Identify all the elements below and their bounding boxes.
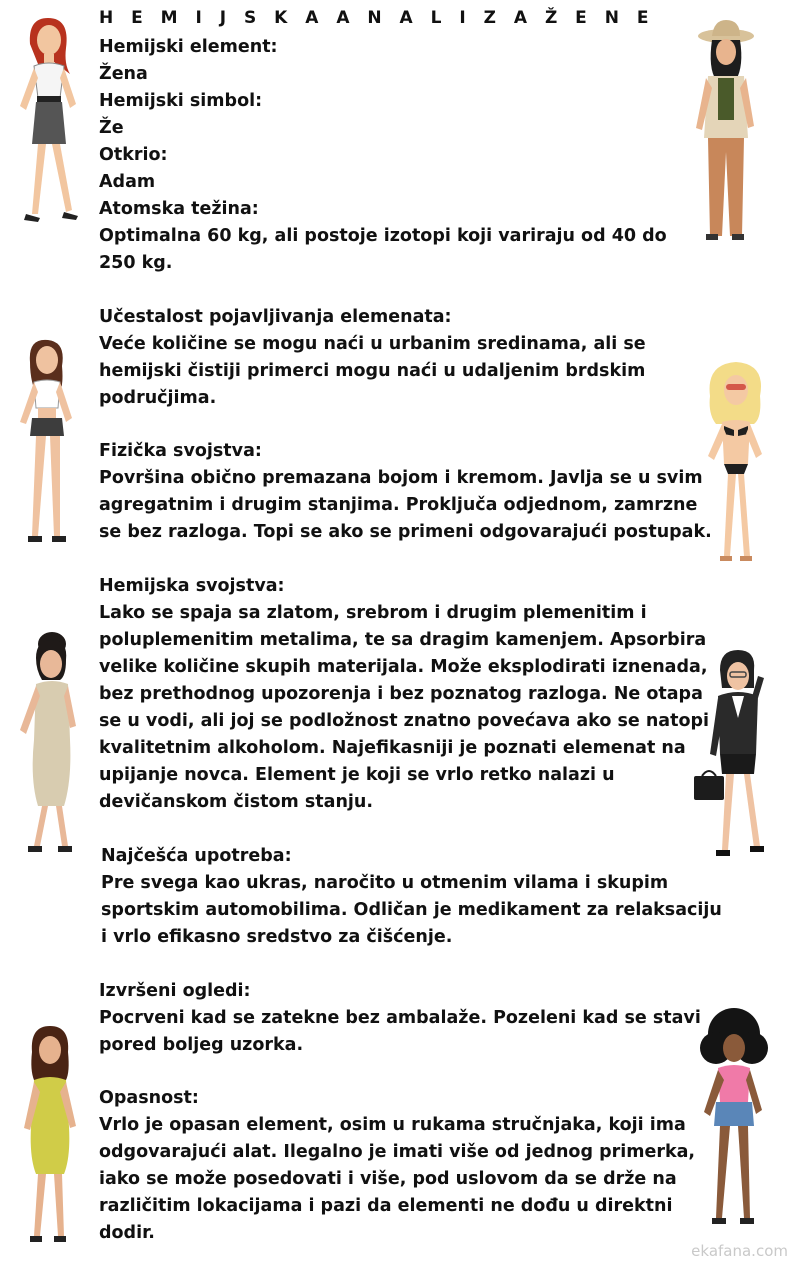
section-text-line: se bez razloga. Topi se ako se primeni odgovarajući postupak.: [99, 522, 712, 542]
page-title: H E M I J S K A A N A L I Z A Ž E N E: [99, 8, 655, 28]
section-heading: Izvršeni ogledi:: [99, 981, 251, 1001]
section-text-line: dodir.: [99, 1223, 155, 1243]
section-text-line: Pocrveni kad se zatekne bez ambalaže. Pozeleni kad se stavi: [99, 1008, 701, 1028]
illustration-woman-blonde-bikini-icon: [700, 360, 770, 564]
section-text-line: sportskim automobilima. Odličan je medikament za relaksaciju: [101, 900, 722, 920]
section-text-line: odgovarajući alat. Ilegalno je imati više od jednog primerka,: [99, 1142, 696, 1162]
section-text-line: Vrlo je opasan element, osim u rukama stručnjaka, koji ima: [99, 1115, 686, 1135]
section-text-line: 250 kg.: [99, 253, 173, 273]
section-heading: Opasnost:: [99, 1088, 199, 1108]
section-danger: [99, 1085, 696, 1247]
illustration-woman-business-suit-icon: [692, 648, 784, 862]
section-text-line: hemijski čistiji primerci mogu naći u udaljenim brdskim: [99, 361, 646, 381]
illustration-woman-afro-icon: [694, 1008, 774, 1234]
section-text-line: Hemijski simbol:: [99, 91, 263, 111]
section-text-line: Otkrio:: [99, 145, 168, 165]
section-text-line: bez prethodnog upozorenja i bez poznatog razloga. Ne otapa: [99, 684, 703, 704]
section-text-line: Že: [99, 118, 124, 138]
illustration-woman-beige-dress-icon: [8, 630, 86, 856]
section-text-line: devičanskom čistom stanju.: [99, 792, 374, 812]
section-text-line: Atomska težina:: [99, 199, 259, 219]
section-text-line: velike količine skupih materijala. Može eksplodirati iznenada,: [99, 657, 708, 677]
section-heading: Učestalost pojavljivanja elemenata:: [99, 307, 452, 327]
section-heading: Hemijski element:: [99, 37, 278, 57]
section-heading: Najčešća upotreba:: [101, 846, 292, 866]
section-occurrence: [99, 304, 679, 412]
section-physical-properties: [99, 438, 712, 546]
illustration-woman-yellow-dress-icon: [20, 1024, 80, 1246]
section-text-line: poluplemenitim metalima, te sa dragim kamenjem. Apsorbira: [99, 630, 707, 650]
section-text-line: Žena: [99, 64, 148, 84]
section-heading: Fizička svojstva:: [99, 441, 262, 461]
section-text-line: upijanje novca. Element je koji se vrlo retko nalazi u: [99, 765, 615, 785]
section-text-line: agregatnim i drugim stanjima. Proključa odjednom, zamrzne: [99, 495, 698, 515]
section-common-use: [101, 843, 722, 951]
section-text-line: iako se može posedovati i više, pod uslovom da se drže na: [99, 1169, 677, 1189]
section-heading: Hemijska svojstva:: [99, 576, 285, 596]
illustration-woman-denim-shorts-icon: [14, 336, 80, 550]
section-text-line: Površina obično premazana bojom i kremom. Javlja se u svim: [99, 468, 703, 488]
section-text-line: područjima.: [99, 388, 217, 408]
section-text-line: Optimalna 60 kg, ali postoje izotopi koji variraju od 40 do: [99, 226, 667, 246]
section-text-line: i vrlo efikasno sredstvo za čišćenje.: [101, 927, 453, 947]
illustration-woman-safari-hat-icon: [684, 18, 766, 244]
section-text-line: Lako se spaja sa zlatom, srebrom i drugim plemenitim i: [99, 603, 647, 623]
section-text-line: se u vodi, ali joj se podložnost znatno povećava ako se natopi: [99, 711, 710, 731]
watermark: ekafana.com: [691, 1242, 788, 1260]
section-text-line: različitim lokacijama i pazi da elementi ne dođu u direktni: [99, 1196, 673, 1216]
section-text-line: kvalitetnim alkoholom. Najefikasniji je poznati elemenat na: [99, 738, 686, 758]
section-text-line: pored boljeg uzorka.: [99, 1035, 304, 1055]
section-chemical-properties: [99, 573, 710, 816]
section-text-line: Veće količine se mogu naći u urbanim sredinama, ali se: [99, 334, 646, 354]
section-text-line: Adam: [99, 172, 156, 192]
illustration-woman-red-hair-icon: [8, 14, 90, 226]
section-experiments: [99, 978, 701, 1059]
section-element-info: [99, 34, 679, 277]
section-text-line: Pre svega kao ukras, naročito u otmenim vilama i skupim: [101, 873, 669, 893]
